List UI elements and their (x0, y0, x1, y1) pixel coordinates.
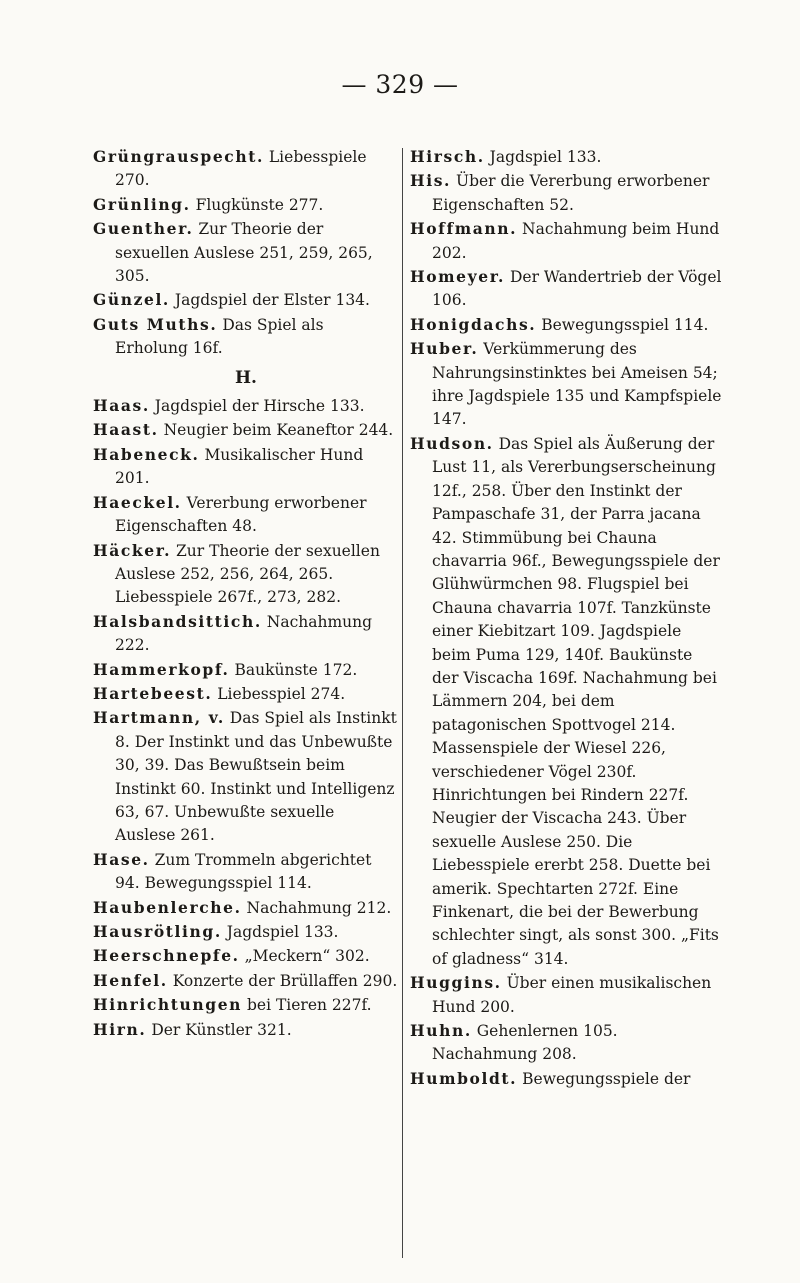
entry-references: Über die Vererbung erworbener Eigenschaften 52. (432, 172, 710, 214)
entry-headword: His. (410, 171, 452, 191)
entry-headword: Haas. (93, 396, 150, 416)
entry-references: Jagdspiel der Hirsche 133. (154, 397, 365, 416)
entry-references: Zur Theorie der sexuellen Auslese 251, 259, 265, 305. (115, 220, 373, 286)
entry-headword: Hausrötling. (93, 922, 222, 941)
entry-headword: Hammerkopf. (93, 659, 230, 679)
entry-headword: Hirsch. (410, 147, 485, 166)
right-column (410, 145, 722, 1091)
entry-references: Jagdspiel der Elster 134. (174, 291, 370, 310)
index-entry (93, 682, 399, 706)
index-entry (93, 969, 399, 993)
entry-references: Flugkünste 277. (195, 195, 324, 214)
entry-references: Liebesspiel 274. (217, 684, 346, 703)
entry-references: Zum Trommeln abgerichtet 94. Bewegungsspiel 114. (115, 850, 372, 893)
section-letter: H. (235, 367, 257, 388)
index-entry (410, 337, 722, 432)
index-entry (93, 394, 399, 418)
index-entry (93, 1018, 399, 1042)
index-entry (93, 145, 399, 193)
index-entry (93, 418, 399, 442)
index-entry (93, 313, 399, 361)
entry-headword: Häcker. (93, 540, 172, 560)
entry-headword: Homeyer. (410, 267, 506, 287)
entry-headword: Haeckel. (93, 492, 182, 512)
entry-references: Vererbung erworbener Eigenschaften 48. (115, 493, 367, 536)
index-entry (93, 848, 399, 896)
entry-references: Nachahmung 212. (246, 898, 392, 917)
entry-headword: Honigdachs. (410, 314, 537, 334)
entry-headword: Hinrichtungen (93, 995, 243, 1015)
entry-headword: Halsbandsittich. (93, 611, 262, 631)
entry-references: Jagdspiel 133. (226, 923, 339, 941)
index-entry (410, 217, 722, 265)
entry-references: Nachahmung 222. (115, 612, 373, 655)
entry-headword: Grünling. (93, 194, 191, 214)
entry-references: Musikalischer Hund 201. (115, 445, 364, 488)
entry-references: Das Spiel als Instinkt 8. Der Instinkt und das Unbewußte 30, 39. Das Bewußtsein beim Instinkt 60. Instinkt und Intelligenz 63, 67. Unbewußte sexuelle Auslese 261. (115, 709, 397, 845)
entry-headword: Huggins. (410, 973, 502, 993)
index-entry (93, 920, 399, 944)
entry-headword: Henfel. (93, 970, 168, 990)
index-entry (93, 706, 399, 847)
entry-references: Bewegungsspiele der (522, 1069, 691, 1088)
entry-references: Neugier beim Keaneftor 244. (163, 421, 394, 440)
entry-headword: Heerschnepfe. (93, 946, 240, 966)
entry-headword: Guts Muths. (93, 314, 218, 334)
entry-headword: Hartebeest. (93, 683, 213, 703)
left-column (93, 145, 399, 1042)
entry-references: Nachahmung beim Hund 202. (432, 220, 720, 262)
entry-headword: Humboldt. (410, 1068, 518, 1088)
index-entry (93, 896, 399, 920)
index-entry (410, 971, 722, 1019)
index-entry (93, 610, 399, 658)
entry-references: bei Tieren 227f. (246, 996, 372, 1015)
entry-headword: Haubenlerche. (93, 897, 242, 917)
index-entry (410, 265, 722, 313)
entry-headword: Hase. (93, 849, 150, 869)
page-number: — 329 — (341, 70, 459, 99)
index-entry (410, 1019, 722, 1067)
entry-headword: Huber. (410, 339, 479, 359)
entry-references: Verkümmerung des Nahrungsinstinktes bei Ameisen 54; ihre Jagdspiele 135 und Kampfspiele 147. (432, 340, 722, 429)
entry-headword: Habeneck. (93, 444, 200, 464)
entry-references: Das Spiel als Äußerung der Lust 11, als Vererbungserscheinung 12f., 258. Über den Instinkt der Pampaschafe 31, der Parra jacana 42. Stimmübung bei Chauna chavarria 96f., Bewegungsspiele der Glühwürmchen 98. Flugspiel bei Chauna chavarria 107f. Tanzkünste einer Kiebitzart 109. Jagdspiele beim Puma 129, 140f. Baukünste der Viscacha 169f. Nachahmung bei Lämmern 204, bei dem patagonischen Spottvogel 214. Massenspiele der Wiesel 226, verschiedener Vögel 230f. Hinrichtungen bei Rindern 227f. Neugier der Viscacha 243. Über sexuelle Auslese 250. Die Liebesspiele ererbt 258. Duette bei amerik. Spechtarten 272f. Eine Finkenart, die bei der Bewerbung schlechter singt, als sonst 300. „Fits of gladness“ 314. (432, 434, 720, 968)
entry-references: Zur Theorie der sexuellen Auslese 252, 256, 264, 265. Liebesspiele 267f., 273, 282. (115, 541, 380, 607)
entry-headword: Hartmann, v. (93, 708, 225, 728)
index-entry (93, 217, 399, 288)
entry-headword: Grüngrauspecht. (93, 147, 264, 166)
index-entry (93, 944, 399, 968)
index-entry (93, 658, 399, 682)
index-entry (410, 145, 722, 169)
entry-references: Konzerte der Brüllaffen 290. (172, 971, 398, 990)
entry-headword: Hoffmann. (410, 219, 518, 239)
entry-headword: Haast. (93, 420, 159, 440)
entry-references: Über einen musikalischen Hund 200. (432, 974, 712, 1016)
entry-references: Jagdspiel 133. (489, 148, 602, 166)
index-entry (410, 432, 722, 971)
column-divider (402, 148, 403, 1258)
entry-references: Der Wandertrieb der Vögel 106. (432, 268, 722, 310)
entry-headword: Huhn. (410, 1021, 472, 1041)
entry-headword: Günzel. (93, 290, 170, 310)
entry-references: Das Spiel als Erholung 16f. (115, 315, 324, 358)
entry-references: Bewegungsspiel 114. (541, 315, 709, 334)
index-entry (93, 443, 399, 491)
index-entry (93, 539, 399, 610)
entry-headword: Guenther. (93, 219, 194, 239)
index-entry (93, 288, 399, 312)
entry-references: Gehenlernen 105. Nachahmung 208. (432, 1022, 618, 1064)
entry-references: „Meckern“ 302. (244, 947, 370, 966)
index-entry (410, 169, 722, 217)
index-entry (410, 313, 722, 337)
index-entry (93, 491, 399, 539)
entry-references: Baukünste 172. (234, 660, 358, 679)
entry-references: Liebesspiele 270. (115, 148, 367, 190)
index-entry (410, 1067, 722, 1091)
entry-references: Der Künstler 321. (151, 1020, 292, 1039)
index-entry (93, 193, 399, 217)
entry-headword: Hudson. (410, 433, 494, 453)
entry-headword: Hirn. (93, 1019, 147, 1039)
index-entry (93, 993, 399, 1017)
